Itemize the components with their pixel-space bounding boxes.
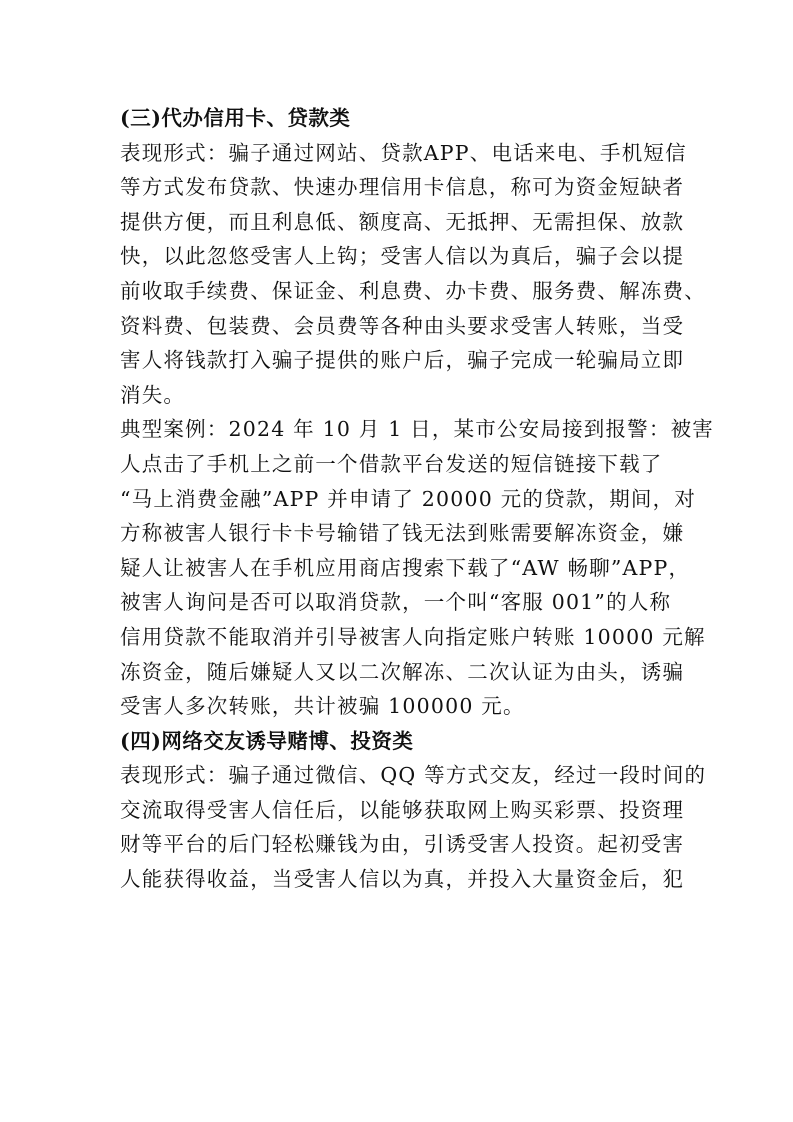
paragraph-typical-case (120, 412, 714, 723)
paragraph-manifestation (120, 136, 706, 413)
text-line: 冻资金，随后嫌疑人又以二次解冻、二次认证为由头，诱骗 (120, 659, 685, 684)
section-heading: (三)代办信用卡、贷款类 (120, 106, 351, 130)
text-line: 资料费、包装费、会员费等各种由头要求受害人转账，当受 (120, 313, 685, 338)
text-line: 人点击了手机上之前一个借款平台发送的短信链接下载了 (120, 451, 663, 476)
section-heading: (四)网络交友诱导赌博、投资类 (120, 728, 414, 753)
text-line: 交流取得受害人信任后，以能够获取网上购买彩票、投资理 (120, 797, 685, 822)
text-line: 方称被害人银行卡卡号输错了钱无法到账需要解冻资金，嫌 (120, 521, 685, 546)
text-line: 害人将钱款打入骗子提供的账户后，骗子完成一轮骗局立即 (120, 348, 685, 373)
text-line: 疑人让被害人在手机应用商店搜索下载了“AW 畅聊”APP， (120, 555, 691, 580)
text-line: 提供方便，而且利息低、额度高、无抵押、无需担保、放款 (120, 209, 685, 234)
text-line: “马上消费金融”APP 并申请了 20000 元的贷款，期间，对 (120, 486, 697, 511)
text-line: 快，以此忽悠受害人上钩；受害人信以为真后，骗子会以提 (120, 244, 685, 269)
section-credit-card-loan (120, 101, 714, 724)
text-line: 前收取手续费、保证金、利息费、办卡费、服务费、解冻费、 (120, 278, 706, 303)
text-line: 人能获得收益，当受害人信以为真，并投入大量资金后，犯 (120, 867, 685, 892)
text-line: 被害人询问是否可以取消贷款，一个叫“客服 001”的人称 (120, 590, 672, 615)
document-body (120, 101, 714, 897)
section-online-dating-fraud (120, 724, 707, 897)
text-line: 等方式发布贷款、快速办理信用卡信息，称可为资金短缺者 (120, 175, 685, 200)
paragraph-manifestation (120, 758, 707, 896)
text-line: 表现形式：骗子通过微信、QQ 等方式交友，经过一段时间的 (120, 763, 707, 788)
text-line: 信用贷款不能取消并引导被害人向指定账户转账 10000 元解 (120, 624, 706, 649)
text-line: 典型案例：2024 年 10 月 1 日，某市公安局接到报警：被害 (120, 417, 714, 442)
text-line: 表现形式：骗子通过网站、贷款APP、电话来电、手机短信 (120, 140, 687, 165)
text-line: 消失。 (120, 382, 186, 407)
text-line: 财等平台的后门轻松赚钱为由，引诱受害人投资。起初受害 (120, 832, 685, 857)
text-line: 受害人多次转账，共计被骗 100000 元。 (120, 694, 525, 719)
